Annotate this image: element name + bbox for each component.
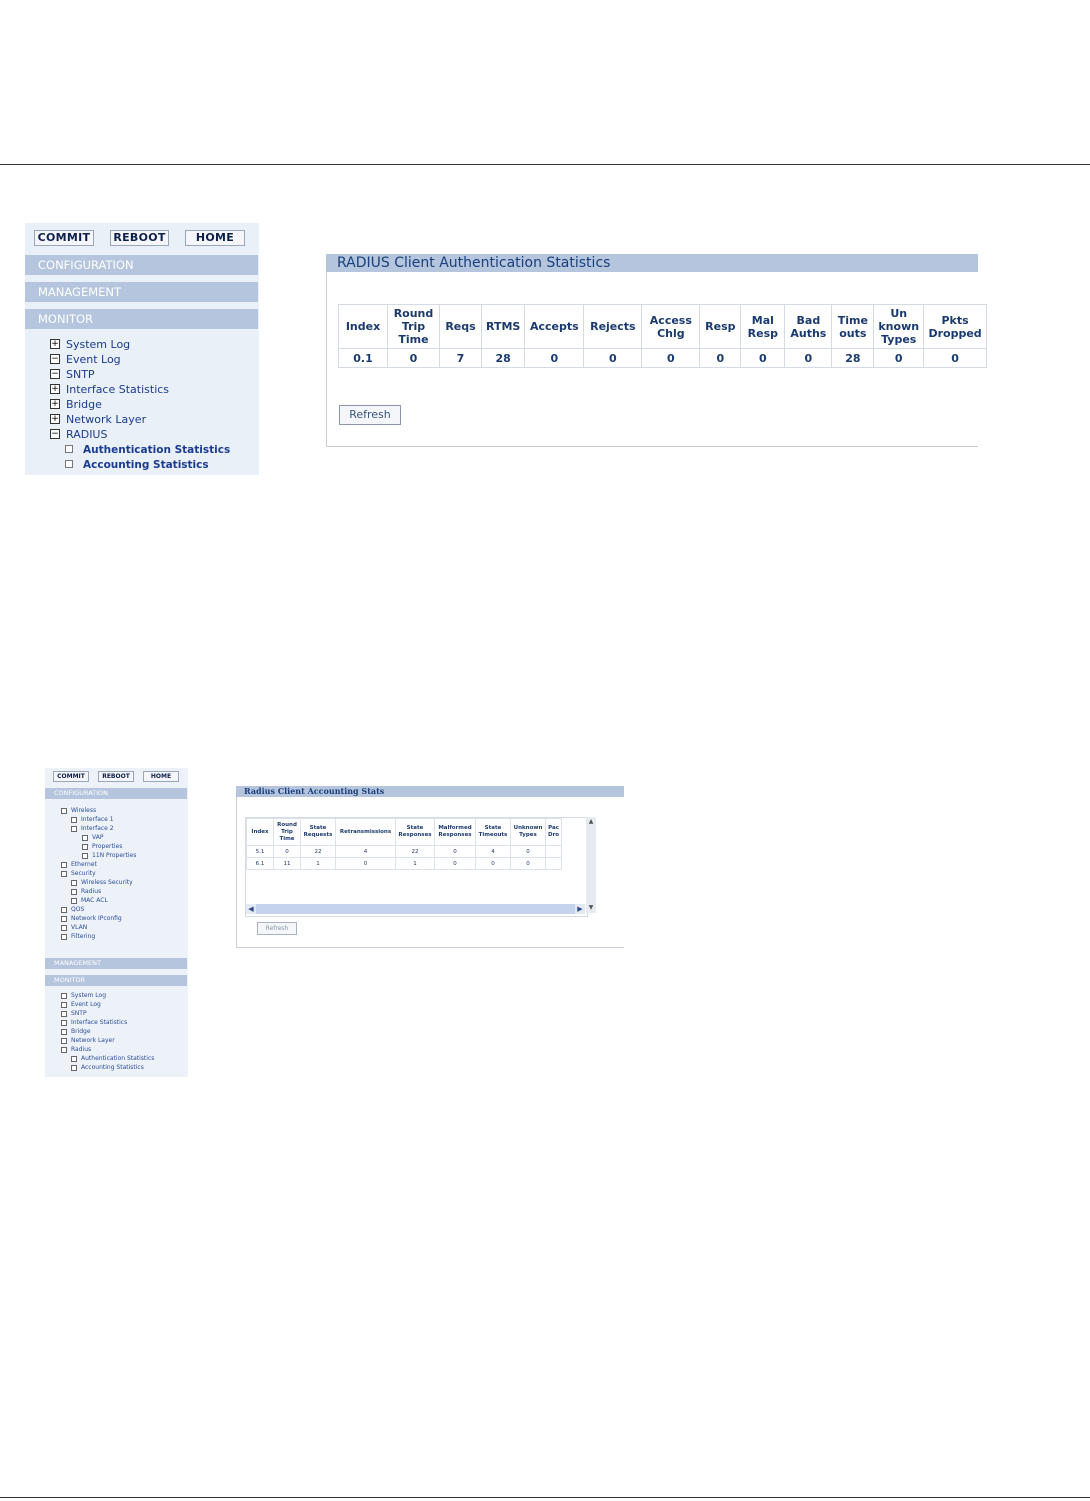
table-cell: 6.1 — [247, 858, 274, 870]
sidebar-item-label: Filtering — [71, 933, 96, 940]
sidebar-item-label: Network IPconfig — [71, 915, 122, 922]
table-row — [247, 858, 562, 870]
collapse-icon[interactable]: − — [51, 354, 59, 364]
sidebar-item-interface-2[interactable] — [71, 824, 114, 833]
configuration-section[interactable]: CONFIGURATION — [25, 255, 258, 275]
commit-button[interactable]: COMMIT — [53, 771, 89, 782]
accounting-stats-table — [246, 818, 562, 870]
column-header: Bad Auths — [785, 305, 832, 349]
sidebar-item-authentication-statistics[interactable] — [71, 1054, 154, 1063]
sidebar-item-label: Properties — [92, 843, 123, 850]
table-cell: 7 — [440, 349, 482, 368]
sidebar-item-label: System Log — [71, 992, 106, 999]
collapse-icon[interactable] — [61, 1011, 67, 1017]
sidebar-item-authentication-statistics[interactable] — [65, 443, 230, 457]
sidebar-item-sntp[interactable] — [61, 1009, 87, 1018]
sidebar-item-mac-acl[interactable] — [71, 896, 108, 905]
auth-stats-table — [338, 304, 987, 368]
sidebar-item-label: Event Log — [71, 1001, 101, 1008]
monitor-section[interactable]: MONITOR — [25, 309, 258, 329]
leaf-icon — [82, 844, 88, 850]
sidebar-item-label: Interface 1 — [81, 816, 114, 823]
table-cell: 0 — [785, 349, 832, 368]
column-header: State Responses — [396, 819, 435, 846]
sidebar-item-accounting-statistics[interactable] — [71, 1063, 144, 1072]
panel-title: Radius Client Accounting Stats — [236, 786, 624, 797]
column-header: Round Trip Time — [388, 305, 440, 349]
table-container — [245, 817, 588, 917]
reboot-button[interactable]: REBOOT — [98, 771, 134, 782]
expand-icon[interactable] — [61, 1029, 67, 1035]
sidebar-item-label: Radius — [71, 1046, 92, 1053]
sidebar-item-interface-statistics[interactable] — [61, 1018, 127, 1027]
expand-icon[interactable]: + — [51, 414, 59, 424]
table-cell: 4 — [336, 846, 396, 858]
table-cell: 22 — [396, 846, 435, 858]
column-header: Mal Resp — [741, 305, 785, 349]
expand-icon[interactable] — [61, 934, 67, 940]
expand-icon[interactable]: + — [51, 339, 59, 349]
collapse-icon[interactable]: − — [51, 369, 59, 379]
table-cell: 0 — [511, 858, 546, 870]
sidebar-item-label: SNTP — [66, 368, 95, 381]
expand-icon[interactable] — [61, 1038, 67, 1044]
sidebar-item-label: RADIUS — [66, 428, 108, 441]
column-header: Malformed Responses — [435, 819, 476, 846]
sidebar-item-label: SNTP — [71, 1010, 87, 1017]
table-cell: 11 — [274, 858, 301, 870]
table-cell: 0 — [584, 349, 642, 368]
table-cell: 0 — [741, 349, 785, 368]
sidebar-item-label: Bridge — [66, 398, 102, 411]
table-row — [247, 846, 562, 858]
sidebar-item-label: Radius — [81, 888, 102, 895]
scroll-down-icon[interactable]: ▼ — [588, 904, 594, 911]
commit-button[interactable]: COMMIT — [34, 230, 94, 246]
sidebar-item-label: Interface Statistics — [66, 383, 170, 396]
table-cell: 1 — [301, 858, 336, 870]
sidebar-item-label: MAC ACL — [81, 897, 108, 904]
sidebar-item-label: Wireless — [71, 807, 97, 814]
column-header: Rejects — [584, 305, 642, 349]
collapse-icon[interactable]: − — [51, 429, 59, 439]
sidebar-item-11n-properties[interactable] — [82, 851, 136, 860]
table-cell: 0 — [511, 846, 546, 858]
leaf-icon — [82, 835, 88, 841]
sidebar-item-network-layer[interactable] — [50, 413, 146, 427]
sidebar-item-label: Event Log — [66, 353, 121, 366]
scroll-right-icon[interactable]: ▶ — [575, 904, 585, 914]
leaf-icon — [82, 853, 88, 859]
refresh-button[interactable]: Refresh — [257, 922, 297, 935]
sidebar-item-system-log[interactable] — [50, 338, 130, 352]
sidebar-item-label: VLAN — [71, 924, 88, 931]
sidebar-item-accounting-statistics[interactable] — [65, 458, 209, 472]
sidebar-item-network-layer[interactable] — [61, 1036, 115, 1045]
refresh-button[interactable]: Refresh — [339, 405, 401, 425]
table-cell: 0.1 — [339, 349, 388, 368]
sidebar-item-label: System Log — [66, 338, 131, 351]
sidebar-item-sntp[interactable] — [50, 368, 95, 382]
table-cell: 4 — [476, 846, 511, 858]
home-button[interactable]: HOME — [143, 771, 179, 782]
leaf-icon — [65, 445, 73, 453]
column-header: Index — [247, 819, 274, 846]
sidebar-item-label: Authentication Statistics — [83, 444, 231, 456]
column-header: Retransmissions — [336, 819, 396, 846]
expand-icon[interactable] — [71, 826, 77, 832]
leaf-icon — [71, 1065, 77, 1071]
page-header-rule — [0, 164, 1090, 165]
table-cell: 22 — [301, 846, 336, 858]
leaf-icon — [71, 898, 77, 904]
expand-icon[interactable] — [61, 993, 67, 999]
column-header: Access Chlg — [642, 305, 700, 349]
expand-icon[interactable] — [61, 907, 67, 913]
leaf-icon — [65, 460, 73, 468]
table-cell: 0 — [874, 349, 924, 368]
sidebar-item-properties[interactable] — [82, 842, 122, 851]
sidebar-item-label: Interface Statistics — [71, 1019, 128, 1026]
table-cell: 0 — [476, 858, 511, 870]
sidebar-item-label: Ethernet — [71, 861, 97, 868]
sidebar-item-filtering[interactable] — [61, 932, 95, 941]
collapse-icon[interactable] — [61, 1047, 67, 1053]
column-header: Pac Dro — [546, 819, 562, 846]
table-cell — [546, 858, 562, 870]
panel-title: RADIUS Client Authentication Statistics — [326, 254, 978, 272]
sidebar-item-interface-statistics[interactable] — [50, 383, 169, 397]
table-cell: 0 — [525, 349, 584, 368]
table-cell: 0 — [924, 349, 987, 368]
table-cell: 1 — [396, 858, 435, 870]
column-header: Time outs — [832, 305, 874, 349]
table-cell: 0 — [336, 858, 396, 870]
column-header: RTMS — [482, 305, 525, 349]
column-header: Index — [339, 305, 388, 349]
sidebar-item-radius[interactable] — [50, 428, 107, 442]
sidebar-item-radius[interactable] — [71, 887, 101, 896]
collapse-icon[interactable] — [61, 1002, 67, 1008]
sidebar-item-bridge[interactable] — [61, 1027, 91, 1036]
expand-icon[interactable] — [71, 817, 77, 823]
reboot-button[interactable]: REBOOT — [110, 230, 169, 246]
sidebar-item-label: Security — [71, 870, 96, 877]
table-cell: 0 — [435, 846, 476, 858]
table-cell: 0 — [700, 349, 741, 368]
column-header: Resp — [700, 305, 741, 349]
configuration-section[interactable]: CONFIGURATION — [45, 788, 187, 799]
vertical-scrollbar[interactable] — [586, 817, 596, 913]
sidebar-item-ethernet[interactable] — [61, 860, 97, 869]
expand-icon[interactable]: + — [51, 384, 59, 394]
sidebar-item-label: Accounting Statistics — [81, 1064, 144, 1071]
sidebar-item-interface-1[interactable] — [71, 815, 114, 824]
sidebar-item-qos[interactable] — [61, 905, 84, 914]
expand-icon[interactable] — [61, 1020, 67, 1026]
column-header: Accepts — [525, 305, 584, 349]
table-cell: 0 — [274, 846, 301, 858]
sidebar-item-label: 11N Properties — [92, 852, 137, 859]
table-cell: 0 — [435, 858, 476, 870]
sidebar-item-label: VAP — [92, 834, 104, 841]
horizontal-scrollbar[interactable] — [246, 904, 585, 914]
sidebar-item-wireless-security[interactable] — [71, 878, 133, 887]
table-cell: 28 — [832, 349, 874, 368]
table-cell: 5.1 — [247, 846, 274, 858]
collapse-icon[interactable] — [61, 871, 67, 877]
sidebar-item-label: Accounting Statistics — [83, 459, 209, 471]
sidebar-item-system-log[interactable] — [61, 991, 106, 1000]
collapse-icon[interactable] — [61, 808, 67, 814]
page-footer-rule — [0, 1497, 1090, 1498]
sidebar-item-label: Wireless Security — [81, 879, 133, 886]
sidebar-item-event-log[interactable] — [50, 353, 121, 367]
collapse-icon[interactable] — [61, 925, 67, 931]
management-section[interactable]: MANAGEMENT — [45, 958, 187, 969]
table-cell: 0 — [388, 349, 440, 368]
sidebar-item-radius[interactable] — [61, 1045, 91, 1054]
sidebar-item-wireless[interactable] — [61, 806, 96, 815]
column-header: Unknown Types — [511, 819, 546, 846]
column-header: Reqs — [440, 305, 482, 349]
sidebar-item-vap[interactable] — [82, 833, 103, 842]
column-header: Round Trip Time — [274, 819, 301, 846]
sidebar-item-label: Interface 2 — [81, 825, 114, 832]
table-cell: 0 — [642, 349, 700, 368]
sidebar-item-event-log[interactable] — [61, 1000, 101, 1009]
column-header: Un known Types — [874, 305, 924, 349]
sidebar-item-vlan[interactable] — [61, 923, 87, 932]
table-row — [339, 349, 987, 368]
collapse-icon[interactable] — [61, 862, 67, 868]
sidebar-item-label: Authentication Statistics — [81, 1055, 155, 1062]
sidebar-item-label: QOS — [71, 906, 85, 913]
sidebar-item-label: Network Layer — [66, 413, 147, 426]
leaf-icon — [71, 889, 77, 895]
scroll-left-icon[interactable]: ◀ — [246, 904, 256, 914]
expand-icon[interactable]: + — [51, 399, 59, 409]
table-cell: 28 — [482, 349, 525, 368]
table-cell — [546, 846, 562, 858]
column-header: State Timeouts — [476, 819, 511, 846]
sidebar-item-label: Bridge — [71, 1028, 91, 1035]
sidebar-item-network-ipconfig[interactable] — [61, 914, 122, 923]
sidebar-item-bridge[interactable] — [50, 398, 102, 412]
leaf-icon — [71, 1056, 77, 1062]
sidebar-item-security[interactable] — [61, 869, 96, 878]
monitor-section[interactable]: MONITOR — [45, 975, 187, 986]
sidebar-item-label: Network Layer — [71, 1037, 115, 1044]
column-header: Pkts Dropped — [924, 305, 987, 349]
management-section[interactable]: MANAGEMENT — [25, 282, 258, 302]
column-header: State Requests — [301, 819, 336, 846]
collapse-icon[interactable] — [61, 916, 67, 922]
scroll-up-icon[interactable]: ▲ — [588, 818, 594, 825]
home-button[interactable]: HOME — [185, 230, 245, 246]
leaf-icon — [71, 880, 77, 886]
